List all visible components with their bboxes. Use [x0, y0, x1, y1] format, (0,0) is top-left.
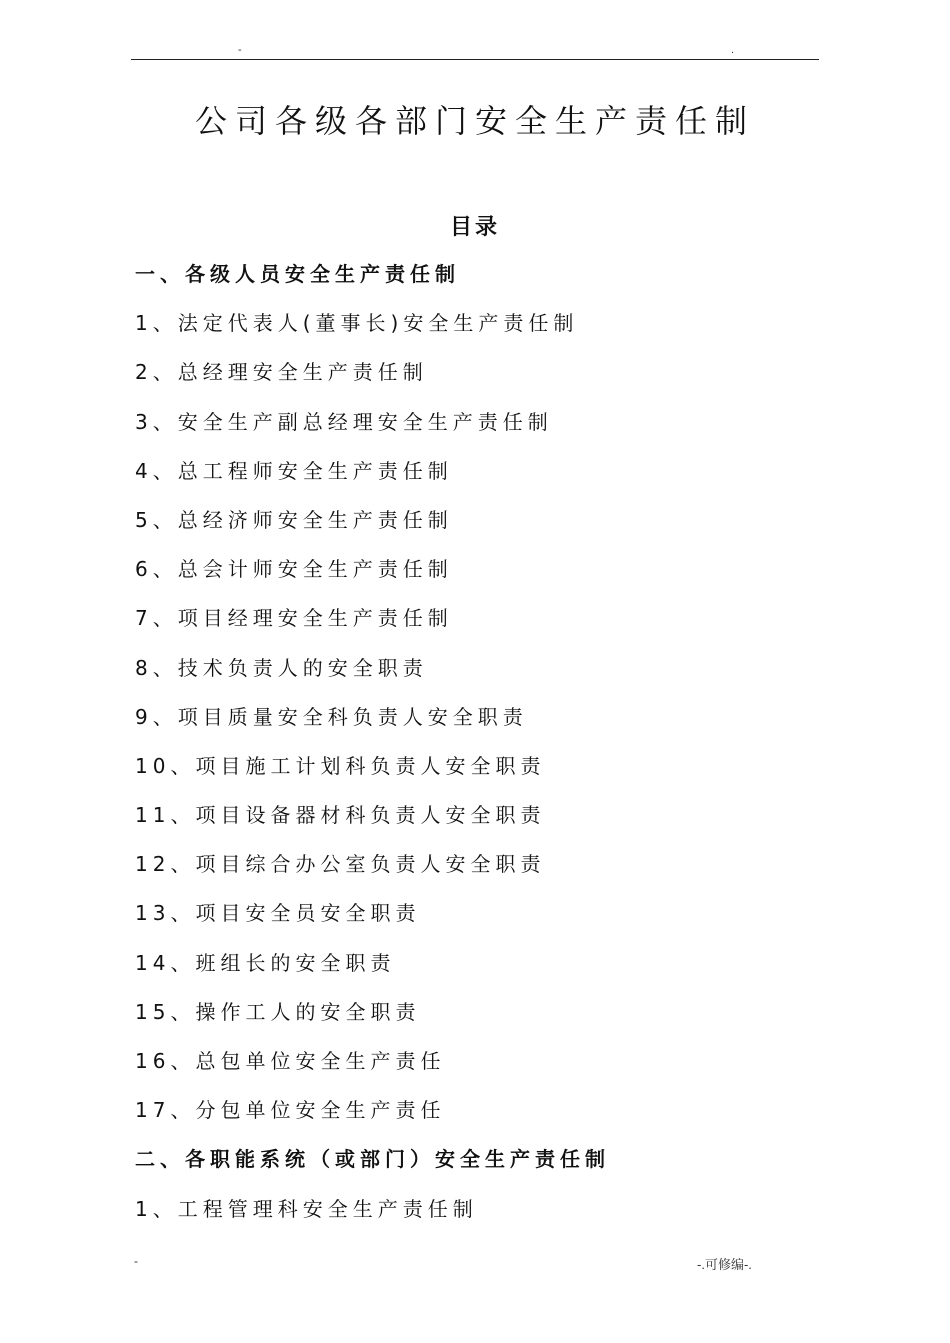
toc-entry: 9、项目质量安全科负责人安全职责 — [135, 704, 528, 729]
toc-entry: 6、总会计师安全生产责任制 — [135, 557, 453, 582]
toc-entry: 3、安全生产副总经理安全生产责任制 — [135, 409, 553, 434]
toc-entry: 13、项目安全员安全职责 — [135, 901, 421, 926]
toc-entry: 14、班组长的安全职责 — [135, 950, 396, 975]
footer-left-mark: - — [134, 1254, 138, 1268]
toc-entry: 1、法定代表人(董事长)安全生产责任制 — [135, 311, 579, 336]
toc-entry: 11、项目设备器材科负责人安全职责 — [135, 803, 546, 828]
toc-entry: 4、总工程师安全生产责任制 — [135, 458, 453, 483]
document-title: 公司各级各部门安全生产责任制 — [194, 102, 755, 140]
footer-editable-note: -.可修编-. — [697, 1257, 752, 1272]
toc-entry: 8、技术负责人的安全职责 — [135, 655, 428, 680]
toc-entry: 10、项目施工计划科负责人安全职责 — [135, 753, 546, 778]
header-right-mark: . — [731, 44, 735, 56]
header-divider — [131, 59, 819, 60]
toc-section-heading: 二、各职能系统（或部门）安全生产责任制 — [135, 1147, 610, 1172]
toc-entry: 1、工程管理科安全生产责任制 — [135, 1196, 478, 1221]
toc-entry: 16、总包单位安全生产责任 — [135, 1049, 446, 1073]
toc-entry: 17、分包单位安全生产责任 — [135, 1098, 446, 1123]
toc-entry: 5、总经济师安全生产责任制 — [135, 507, 453, 532]
toc-entry: 2、总经理安全生产责任制 — [135, 360, 428, 385]
toc-entry: 7、项目经理安全生产责任制 — [135, 606, 453, 631]
table-of-contents — [135, 256, 835, 1240]
header-left-mark: - — [238, 44, 242, 56]
toc-heading: 目录 — [449, 215, 500, 240]
toc-section-heading: 一、各级人员安全生产责任制 — [135, 262, 460, 286]
toc-entry: 12、项目综合办公室负责人安全职责 — [135, 852, 546, 877]
toc-entry: 15、操作工人的安全职责 — [135, 999, 421, 1024]
